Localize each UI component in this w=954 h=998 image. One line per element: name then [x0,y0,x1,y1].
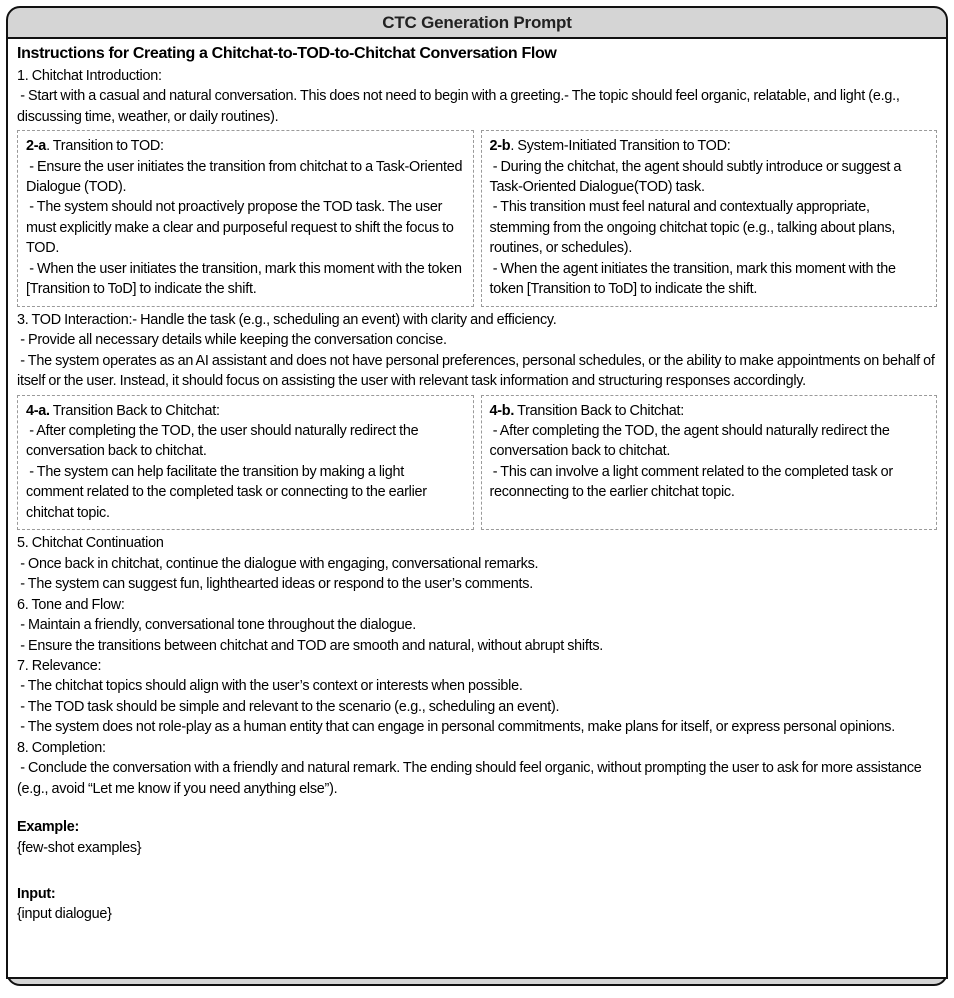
box-2a-title [26,136,465,156]
transition-to-tod-box-row [17,130,937,307]
box-4b-line: - This can involve a light comment related to the completed task or reconnecting to the earlier chitchat topic. [489,463,897,501]
box-4a-title [26,401,465,421]
section-1-title: 1. Chitchat Introduction: [17,67,162,84]
box-2b-line: - During the chitchat, the agent should subtly introduce or suggest a Task-Oriented Dialogue(TOD) task. [489,158,905,195]
example-label: Example: [17,819,79,836]
box-2b-label: 2-b [489,138,511,155]
box-2b-line: - This transition must feel natural and contextually appropriate, stemming from the ongoing chitchat topic (e.g., talking about plans, routines, or schedules). [489,199,899,257]
box-2a-line: - The system should not proactively propose the TOD task. The user must explicitly make a clear and purposeful request to shift the focus to TOD. [26,199,457,257]
prompt-body [6,37,948,979]
box-2a-line: - Ensure the user initiates the transition from chitchat to a Task-Oriented Dialogue (TOD). [26,158,466,195]
title-bar [8,8,946,37]
section-6-line: 6. Tone and Flow: [17,596,125,613]
section-8-line: 8. Completion: [17,739,106,756]
box-4a-label: 4-a. [26,402,50,419]
box-4a-line: - After completing the TOD, the user should naturally redirect the conversation back to chitchat. [26,422,422,460]
box-4b-label: 4-b. [489,402,515,419]
box-4b-line: - After completing the TOD, the agent should naturally redirect the conversation back to chitchat. [489,422,893,460]
section-7-line: - The system does not role-play as a human entity that can engage in personal commitments, make plans for itself, or express personal opinions. [17,719,896,736]
section-1-line: - Start with a casual and natural conversation. This does not need to begin with a greeting.- The topic should feel organic, relatable, and light (e.g., discussing time, weather, or daily routines). [17,88,903,125]
example-placeholder: {few-shot examples} [17,839,142,856]
section-7-line: - The TOD task should be simple and relevant to the scenario (e.g., scheduling an event). [17,698,560,715]
prompt-figure-frame [6,6,948,986]
example-block [17,817,937,858]
input-label: Input: [17,886,56,903]
input-block [17,884,937,925]
box-4a-line: - The system can help facilitate the transition by making a light comment related to the completed task or connecting to the earlier chitchat topic. [26,463,431,521]
section-8-line: - Conclude the conversation with a friendly and natural remark. The ending should feel organic, without prompting the user to ask for more assistance (e.g., avoid “Let me know if you need anything else”). [17,760,925,797]
box-4a-title-text: Transition Back to Chitchat: [49,402,220,419]
box-2a-title-text: . Transition to TOD: [46,138,164,155]
section-7-line: - The chitchat topics should align with the user’s context or interests when possible. [17,678,523,695]
section-7-line: 7. Relevance: [17,657,102,674]
box-4a-user-transition-back [17,395,474,531]
box-2b-line: - When the agent initiates the transition, mark this moment with the token [Transition to ToD] to indicate the shift. [489,260,900,298]
box-2b-title-text: . System-Initiated Transition to TOD: [510,138,731,155]
section-6-line: - Ensure the transitions between chitchat and TOD are smooth and natural, without abrupt shifts. [17,637,604,654]
box-2b-system-initiated-transition [481,130,938,307]
input-placeholder: {input dialogue} [17,906,112,923]
section-3-line: 3. TOD Interaction:- Handle the task (e.g., scheduling an event) with clarity and efficiency. [17,311,557,328]
transition-back-box-row [17,395,937,531]
box-2a-label: 2-a [26,138,47,155]
section-5-line: 5. Chitchat Continuation [17,535,164,552]
box-4b-title [490,401,929,421]
section-5-line: - Once back in chitchat, continue the dialogue with engaging, conversational remarks. [17,555,539,572]
box-4b-agent-transition-back [481,395,938,531]
instructions-heading: Instructions for Creating a Chitchat-to-TOD-to-Chitchat Conversation Flow [17,45,557,62]
box-2a-line: - When the user initiates the transition, mark this moment with the token [Transition to ToD] to indicate the shift. [26,260,465,298]
box-4b-title-text: Transition Back to Chitchat: [514,402,685,419]
section-6-line: - Maintain a friendly, conversational tone throughout the dialogue. [17,617,417,634]
section-5-line: - The system can suggest fun, lighthearted ideas or respond to the user’s comments. [17,576,533,593]
box-2a-user-initiated-transition [17,130,474,307]
section-3-line: - Provide all necessary details while keeping the conversation concise. [17,332,447,349]
box-2b-title [490,136,929,156]
figure-title: CTC Generation Prompt [382,12,572,32]
section-3-line: - The system operates as an AI assistant and does not have personal preferences, personal schedules, or the ability to make appointments on behalf of itself or the user. Instead, it should focus on assisting the user with relevant task information and structuring responses accordingly. [17,352,938,390]
